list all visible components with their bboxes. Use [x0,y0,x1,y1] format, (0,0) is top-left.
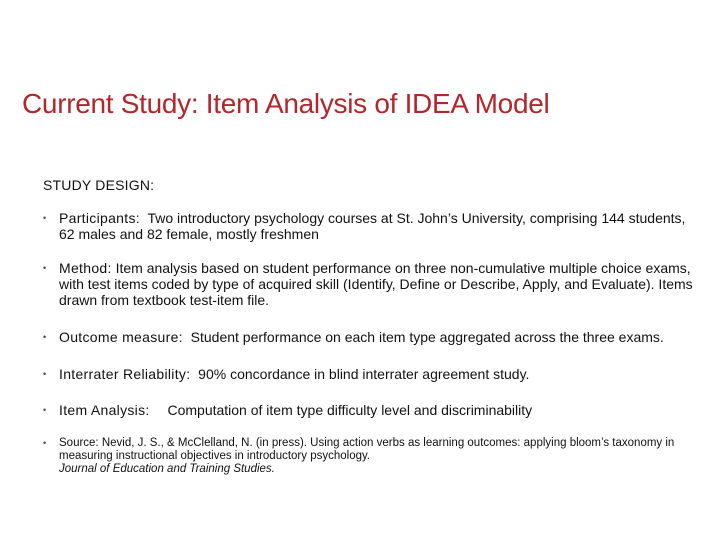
bullet-item-analysis [43,402,703,418]
bullet-text: 90% concordance in blind interrater agreement study. [198,366,530,382]
bullet-method [43,260,703,308]
bullet-lead: Method: [59,260,112,276]
bullet-list [43,210,703,494]
citation-journal: Journal of Education and Training Studies. [59,463,275,475]
bullet-text: Computation of item type difficulty level and discriminability [167,402,533,418]
bullet-outcome-measure [43,329,703,345]
bullet-lead: Item Analysis: [59,402,150,418]
bullet-lead: Outcome measure: [59,329,183,345]
bullet-lead: Participants: [59,210,140,226]
bullet-source-citation [43,437,703,476]
bullet-icon: • [43,332,47,342]
bullet-icon: • [43,369,47,379]
slide-title: Current Study: Item Analysis of IDEA Model [22,88,550,119]
section-heading: STUDY DESIGN: [43,177,155,193]
bullet-participants [43,210,703,242]
citation-text: Source: Nevid, J. S., & McClelland, N. (in press). Using action verbs as learning outcomes: applying bloom’s taxonomy in measuring instructional objectives in introductory psychology. [59,437,675,462]
bullet-text: Item analysis based on student performance on three non-cumulative multiple choice exams, with test items coded by type of acquired skill (Identify, Define or Describe, Apply, and Evaluate). Items drawn from textbook test-item file. [59,260,693,308]
bullet-icon: • [43,263,47,273]
bullet-text: Student performance on each item type aggregated across the three exams. [190,329,664,345]
bullet-icon: • [43,213,47,223]
bullet-interrater-reliability [43,366,703,382]
bullet-icon: • [43,438,47,448]
bullet-text: Two introductory psychology courses at St. John’s University, comprising 144 students, 62 males and 82 female, mostly freshmen [59,210,686,242]
bullet-lead: Interrater Reliability: [59,366,191,382]
bullet-icon: • [43,405,47,415]
